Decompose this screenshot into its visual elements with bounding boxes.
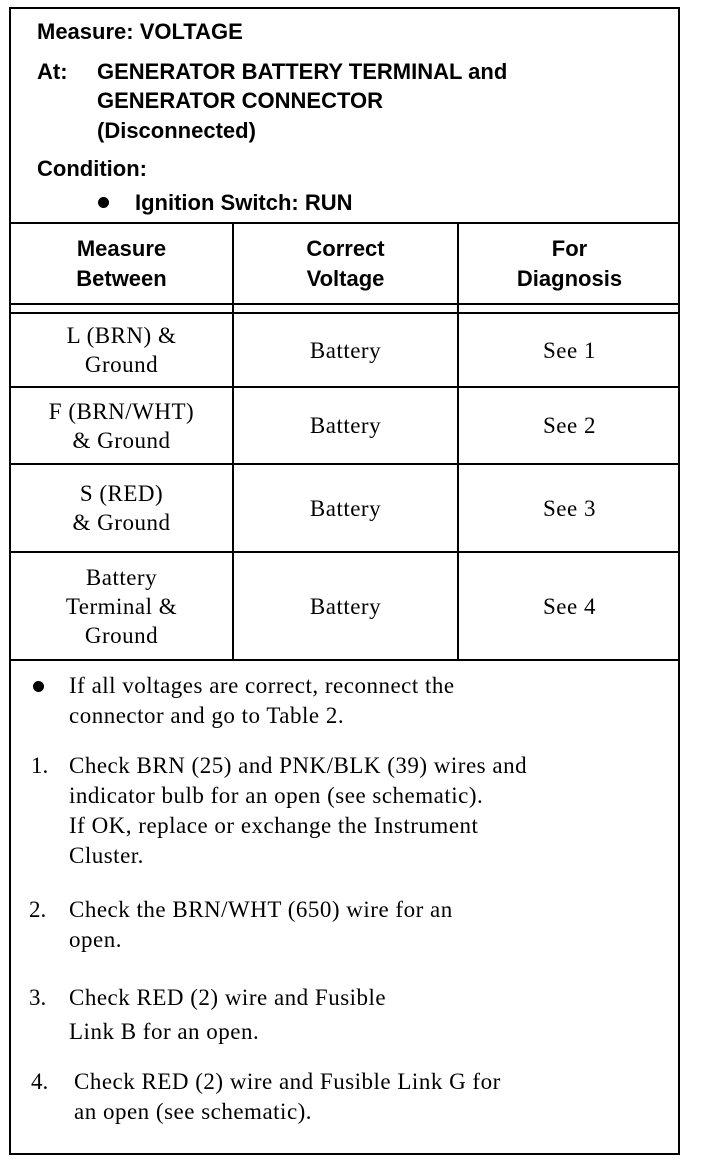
note-1-line-4: Cluster.	[69, 843, 144, 868]
table-bottom-divider	[11, 659, 678, 661]
measure-title: Measure: VOLTAGE	[37, 19, 243, 44]
column-head-for-diagnosis: For Diagnosis	[516, 236, 623, 291]
table-row-4-between: Battery Terminal & Ground	[65, 564, 178, 648]
note-2-line-2: open.	[69, 927, 122, 952]
note-1-number: 1.	[31, 753, 49, 778]
table-row-2-voltage: Battery	[309, 413, 382, 438]
condition-item: Ignition Switch: RUN	[135, 190, 353, 215]
note-2-number: 2.	[29, 897, 47, 922]
column-head-divider-a	[11, 303, 678, 305]
at-line-3: (Disconnected)	[97, 118, 256, 143]
table-row-1-between: L (BRN) & Ground	[66, 323, 177, 377]
table-row-2-between: F (BRN/WHT) & Ground	[48, 398, 195, 453]
note-4-number: 4.	[31, 1069, 49, 1094]
note-bullet-icon	[33, 681, 44, 692]
at-label: At:	[37, 59, 68, 84]
note-1-line-1: Check BRN (25) and PNK/BLK (39) wires and	[69, 753, 528, 778]
table-row-3-diagnosis: See 3	[543, 495, 596, 521]
note-4-line-1: Check RED (2) wire and Fusible Link G for	[74, 1069, 501, 1094]
note-3-number: 3.	[29, 985, 47, 1010]
table-row-3-between: S (RED) & Ground	[72, 481, 171, 535]
note-4-line-2: an open (see schematic).	[74, 1099, 313, 1124]
table-row-3-voltage: Battery	[309, 495, 382, 521]
at-line-1: GENERATOR BATTERY TERMINAL and	[97, 59, 508, 84]
note-bullet-line-2: connector and go to Table 2.	[69, 703, 345, 728]
condition-bullet-icon	[98, 197, 109, 208]
column-head-measure-between: Measure Between	[76, 236, 167, 291]
note-bullet-line-1: If all voltages are correct, reconnect the	[69, 673, 455, 698]
note-2-line-1: Check the BRN/WHT (650) wire for an	[69, 897, 453, 922]
condition-label: Condition:	[37, 156, 147, 181]
table-row-2-diagnosis: See 2	[543, 413, 596, 438]
header-divider	[11, 222, 678, 224]
note-1-line-3: If OK, replace or exchange the Instrument	[69, 813, 479, 838]
table-row-1-diagnosis: See 1	[543, 337, 596, 363]
column-head-correct-voltage: Correct Voltage	[306, 236, 385, 291]
table-row-1-voltage: Battery	[309, 337, 382, 363]
note-3-line-1: Check RED (2) wire and Fusible	[69, 985, 387, 1010]
table-row-4-diagnosis: See 4	[543, 593, 596, 619]
table-row-4-voltage: Battery	[309, 593, 382, 619]
note-3-line-2: Link B for an open.	[69, 1019, 260, 1044]
at-line-2: GENERATOR CONNECTOR	[97, 88, 384, 113]
note-1-line-2: indicator bulb for an open (see schematic).	[69, 783, 484, 808]
diagnostic-table-frame	[9, 7, 680, 1155]
